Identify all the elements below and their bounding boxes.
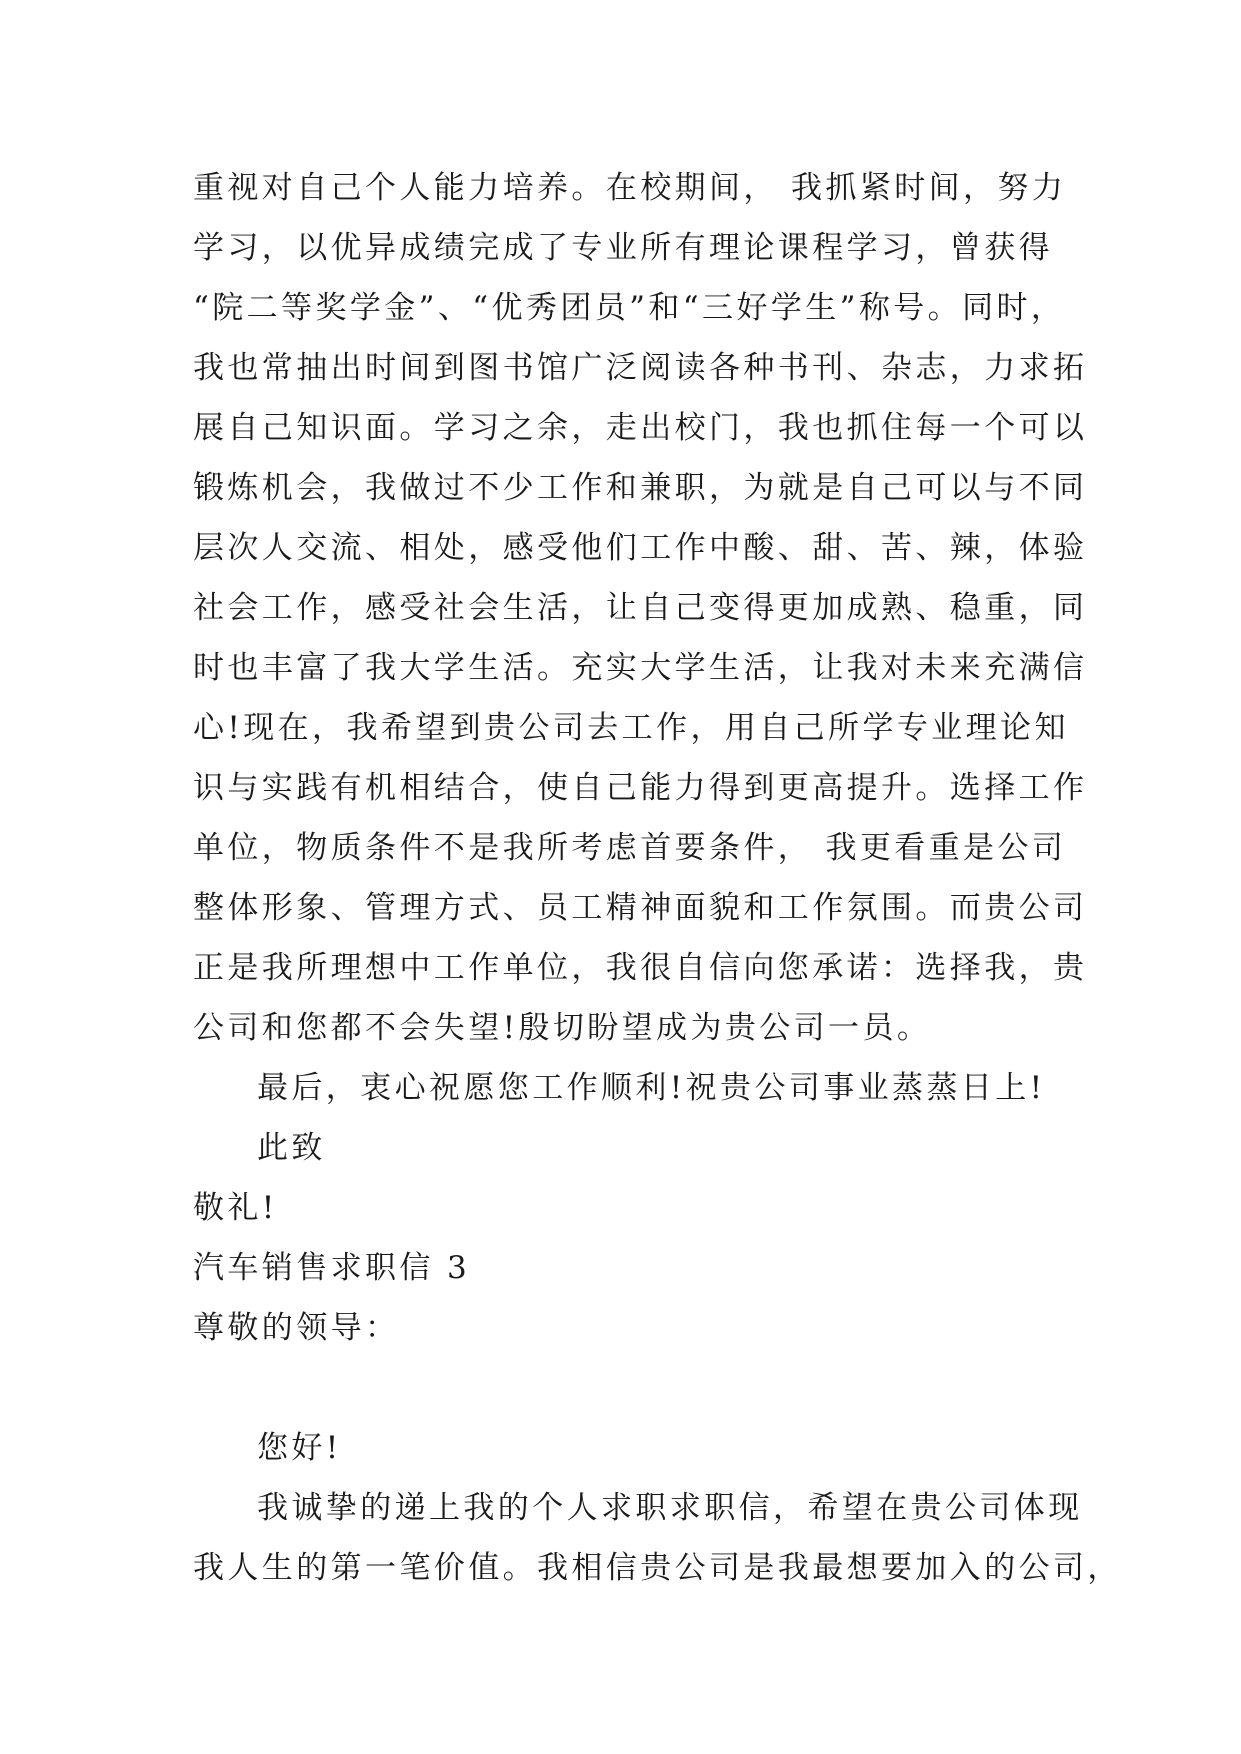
letter-body [193, 158, 1122, 1598]
blank-line [193, 1358, 1053, 1418]
paragraph-line: 公司和您都不会失望!殷切盼望成为贵公司一员。 [193, 1010, 932, 1046]
paragraph-line: 展自己知识面。学习之余，走出校门，我也抓住每一个可以 [193, 410, 1088, 446]
ci-zhi: 此致 [257, 1130, 326, 1166]
section-title: 汽车销售求职信 3 [193, 1250, 471, 1286]
paragraph-line: 正是我所理想中工作单位，我很自信向您承诺：选择我，贵 [193, 950, 1088, 986]
paragraph-line: 社会工作，感受社会生活，让自己变得更加成熟、稳重，同 [193, 590, 1088, 626]
jing-li: 敬礼! [193, 1190, 278, 1226]
paragraph-line: 锻炼机会，我做过不少工作和兼职，为就是自己可以与不同 [193, 470, 1088, 506]
paragraph-line: 重视对自己个人能力培养。在校期间， 我抓紧时间，努力 [193, 170, 1067, 206]
closing-wish: 最后，衷心祝愿您工作顺利!祝贵公司事业蒸蒸日上! [257, 1070, 1046, 1106]
paragraph-line: 识与实践有机相结合，使自己能力得到更高提升。选择工作 [193, 770, 1088, 806]
paragraph-line: 心!现在，我希望到贵公司去工作，用自己所学专业理论知 [193, 710, 1069, 746]
greeting: 您好! [257, 1430, 342, 1466]
paragraph-line: 层次人交流、相处，感受他们工作中酸、甜、苦、辣，体验 [193, 530, 1088, 566]
paragraph-line: 时也丰富了我大学生活。充实大学生活，让我对未来充满信 [193, 650, 1088, 686]
paragraph-line: 学习，以优异成绩完成了专业所有理论课程学习，曾获得 [193, 230, 1053, 266]
paragraph-line: 我也常抽出时间到图书馆广泛阅读各种书刊、杂志，力求拓 [193, 350, 1088, 386]
paragraph-line: 整体形象、管理方式、员工精神面貌和工作氛围。而贵公司 [193, 890, 1088, 926]
paragraph-line: 我人生的第一笔价值。我相信贵公司是我最想要加入的公司， [193, 1550, 1122, 1586]
paragraph-line: 我诚挚的递上我的个人求职求职信，希望在贵公司体现 [257, 1490, 1083, 1526]
paragraph-line: “院二等奖学金”、“优秀团员”和“三好学生”称号。同时， [193, 290, 1066, 326]
salutation: 尊敬的领导： [193, 1310, 400, 1346]
paragraph-line: 单位，物质条件不是我所考虑首要条件， 我更看重是公司 [193, 830, 1067, 866]
